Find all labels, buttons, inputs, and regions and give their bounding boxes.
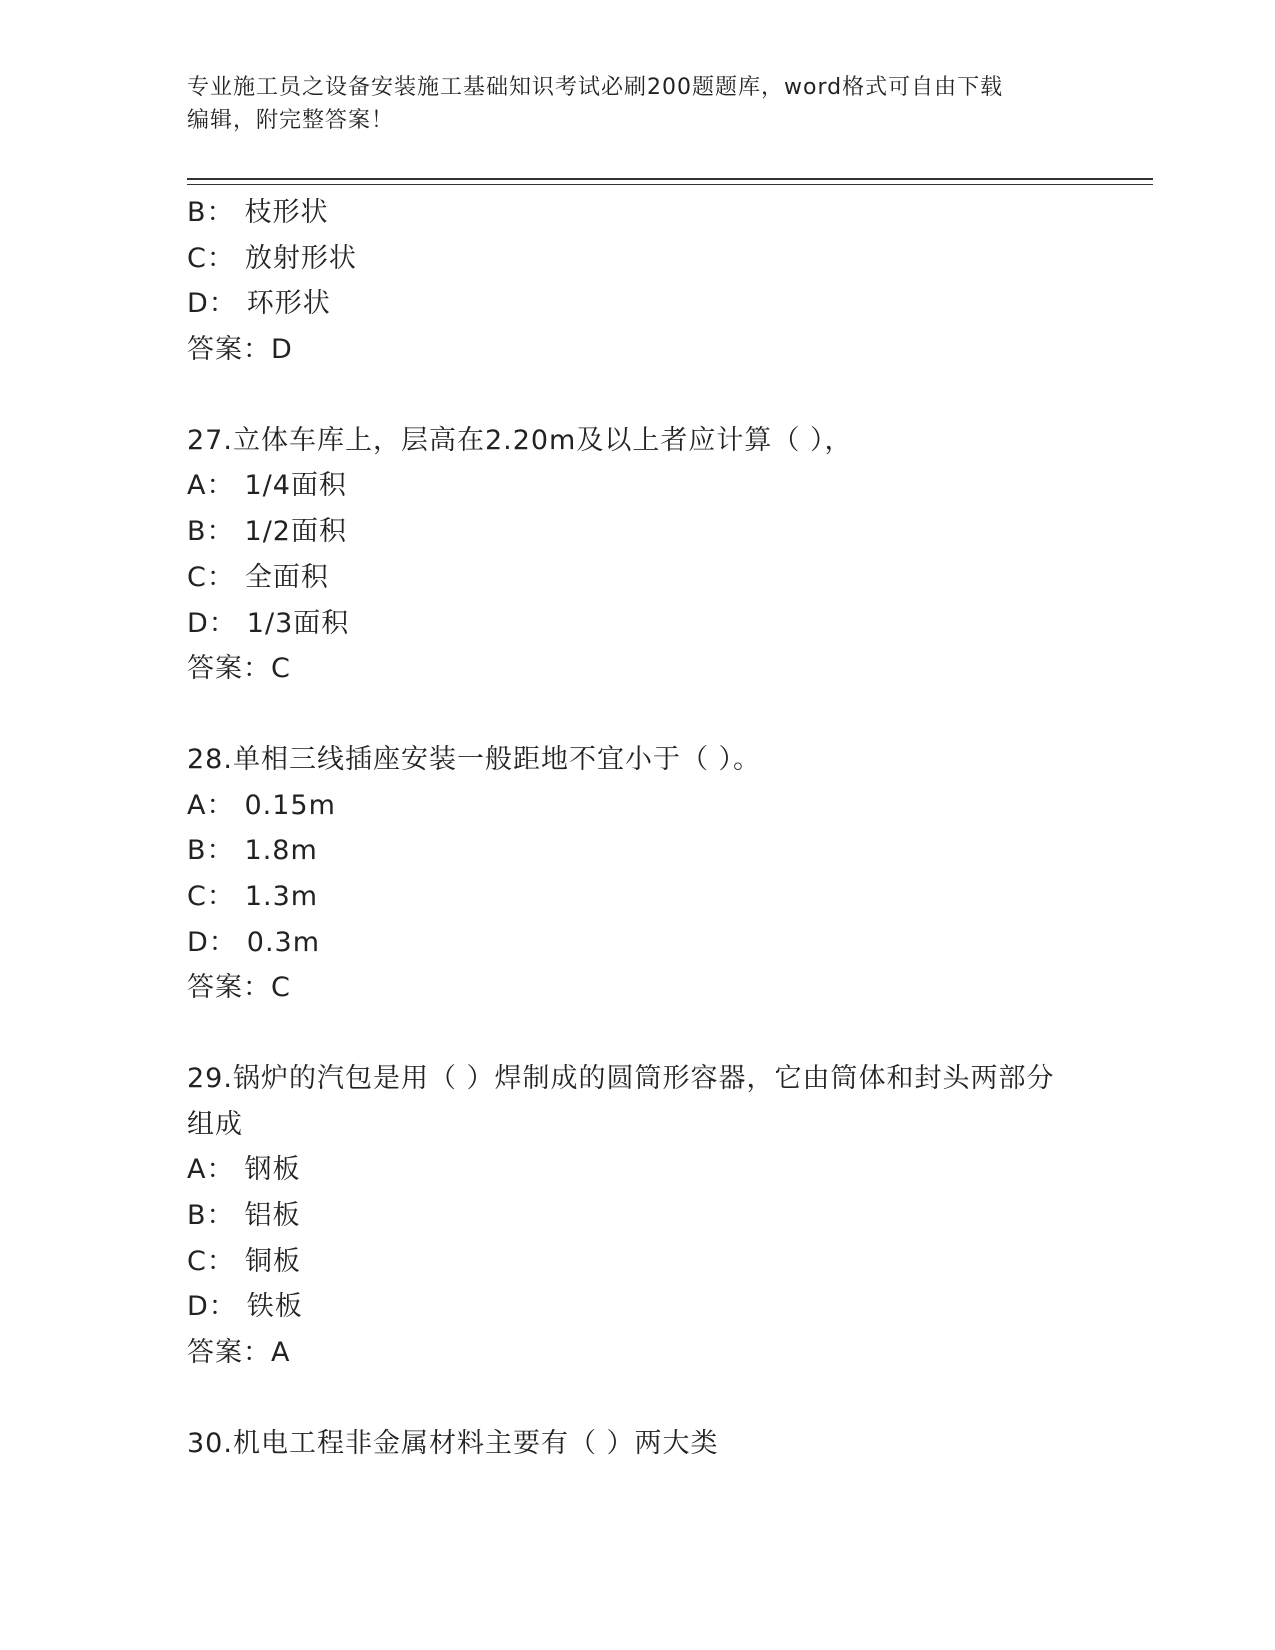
option-text: 环形状 xyxy=(246,288,331,320)
document-body xyxy=(187,190,1087,1467)
option-text: 0.3m xyxy=(246,926,321,958)
question-28 xyxy=(187,737,1087,1011)
option-d xyxy=(187,601,1087,647)
option-key: D： xyxy=(187,288,237,320)
answer-line: 答案：A xyxy=(187,1337,291,1369)
option-text: 铝板 xyxy=(244,1200,301,1232)
option-c xyxy=(187,555,1087,601)
option-key: B： xyxy=(187,835,235,867)
question-text: 30.机电工程非金属材料主要有（ ）两大类 xyxy=(187,1427,719,1459)
option-key: D： xyxy=(187,1291,237,1323)
header-title-line-1: 专业施工员之设备安装施工基础知识考试必刷200题题库，word格式可自由下载 xyxy=(187,75,1004,100)
option-b xyxy=(187,190,1087,236)
option-a xyxy=(187,463,1087,509)
option-key: B： xyxy=(187,1200,235,1232)
answer-line: 答案：C xyxy=(187,653,291,685)
option-a xyxy=(187,1147,1087,1193)
option-text: 全面积 xyxy=(244,561,329,593)
option-key: B： xyxy=(187,516,235,548)
option-key: C： xyxy=(187,880,235,912)
option-d xyxy=(187,281,1087,327)
option-text: 1/3面积 xyxy=(246,607,350,639)
question-27 xyxy=(187,418,1087,692)
option-key: A： xyxy=(187,789,235,821)
option-text: 1.8m xyxy=(244,835,318,867)
option-key: D： xyxy=(187,607,237,639)
header-divider-thin xyxy=(187,184,1153,185)
option-key: C： xyxy=(187,242,235,274)
option-key: D： xyxy=(187,926,237,958)
option-a xyxy=(187,783,1087,829)
question-text: 27.立体车库上，层高在2.20m及以上者应计算（ ）， xyxy=(187,424,853,456)
option-text: 铜板 xyxy=(244,1245,301,1277)
option-text: 枝形状 xyxy=(244,197,329,228)
option-b xyxy=(187,509,1087,555)
continued-question xyxy=(187,190,1087,373)
option-c xyxy=(187,236,1087,282)
option-key: A： xyxy=(187,1154,235,1186)
option-c xyxy=(187,1239,1087,1285)
option-key: C： xyxy=(187,1245,235,1277)
option-b xyxy=(187,828,1087,874)
option-c xyxy=(187,874,1087,920)
option-d xyxy=(187,920,1087,966)
answer-line: 答案：C xyxy=(187,972,291,1004)
header-divider-thick xyxy=(187,178,1153,180)
option-d xyxy=(187,1284,1087,1330)
option-text: 1/2面积 xyxy=(244,516,347,548)
document-header xyxy=(187,71,1067,137)
option-text: 0.15m xyxy=(244,789,336,821)
question-29 xyxy=(187,1056,1087,1376)
question-30 xyxy=(187,1421,1087,1467)
option-text: 1.3m xyxy=(244,880,319,912)
option-text: 1/4面积 xyxy=(244,470,347,502)
header-title-line-2: 编辑，附完整答案！ xyxy=(187,108,395,133)
option-key: B： xyxy=(187,197,235,228)
question-text: 29.锅炉的汽包是用（ ）焊制成的圆筒形容器，它由筒体和封头两部分组成 xyxy=(187,1063,1055,1140)
option-text: 放射形状 xyxy=(244,242,357,274)
answer-line: 答案：D xyxy=(187,334,293,366)
question-text: 28.单相三线插座安装一般距地不宜小于（ ）。 xyxy=(187,743,762,775)
option-b xyxy=(187,1193,1087,1239)
option-text: 钢板 xyxy=(244,1154,301,1186)
option-text: 铁板 xyxy=(246,1291,303,1323)
option-key: A： xyxy=(187,470,235,502)
option-key: C： xyxy=(187,561,235,593)
